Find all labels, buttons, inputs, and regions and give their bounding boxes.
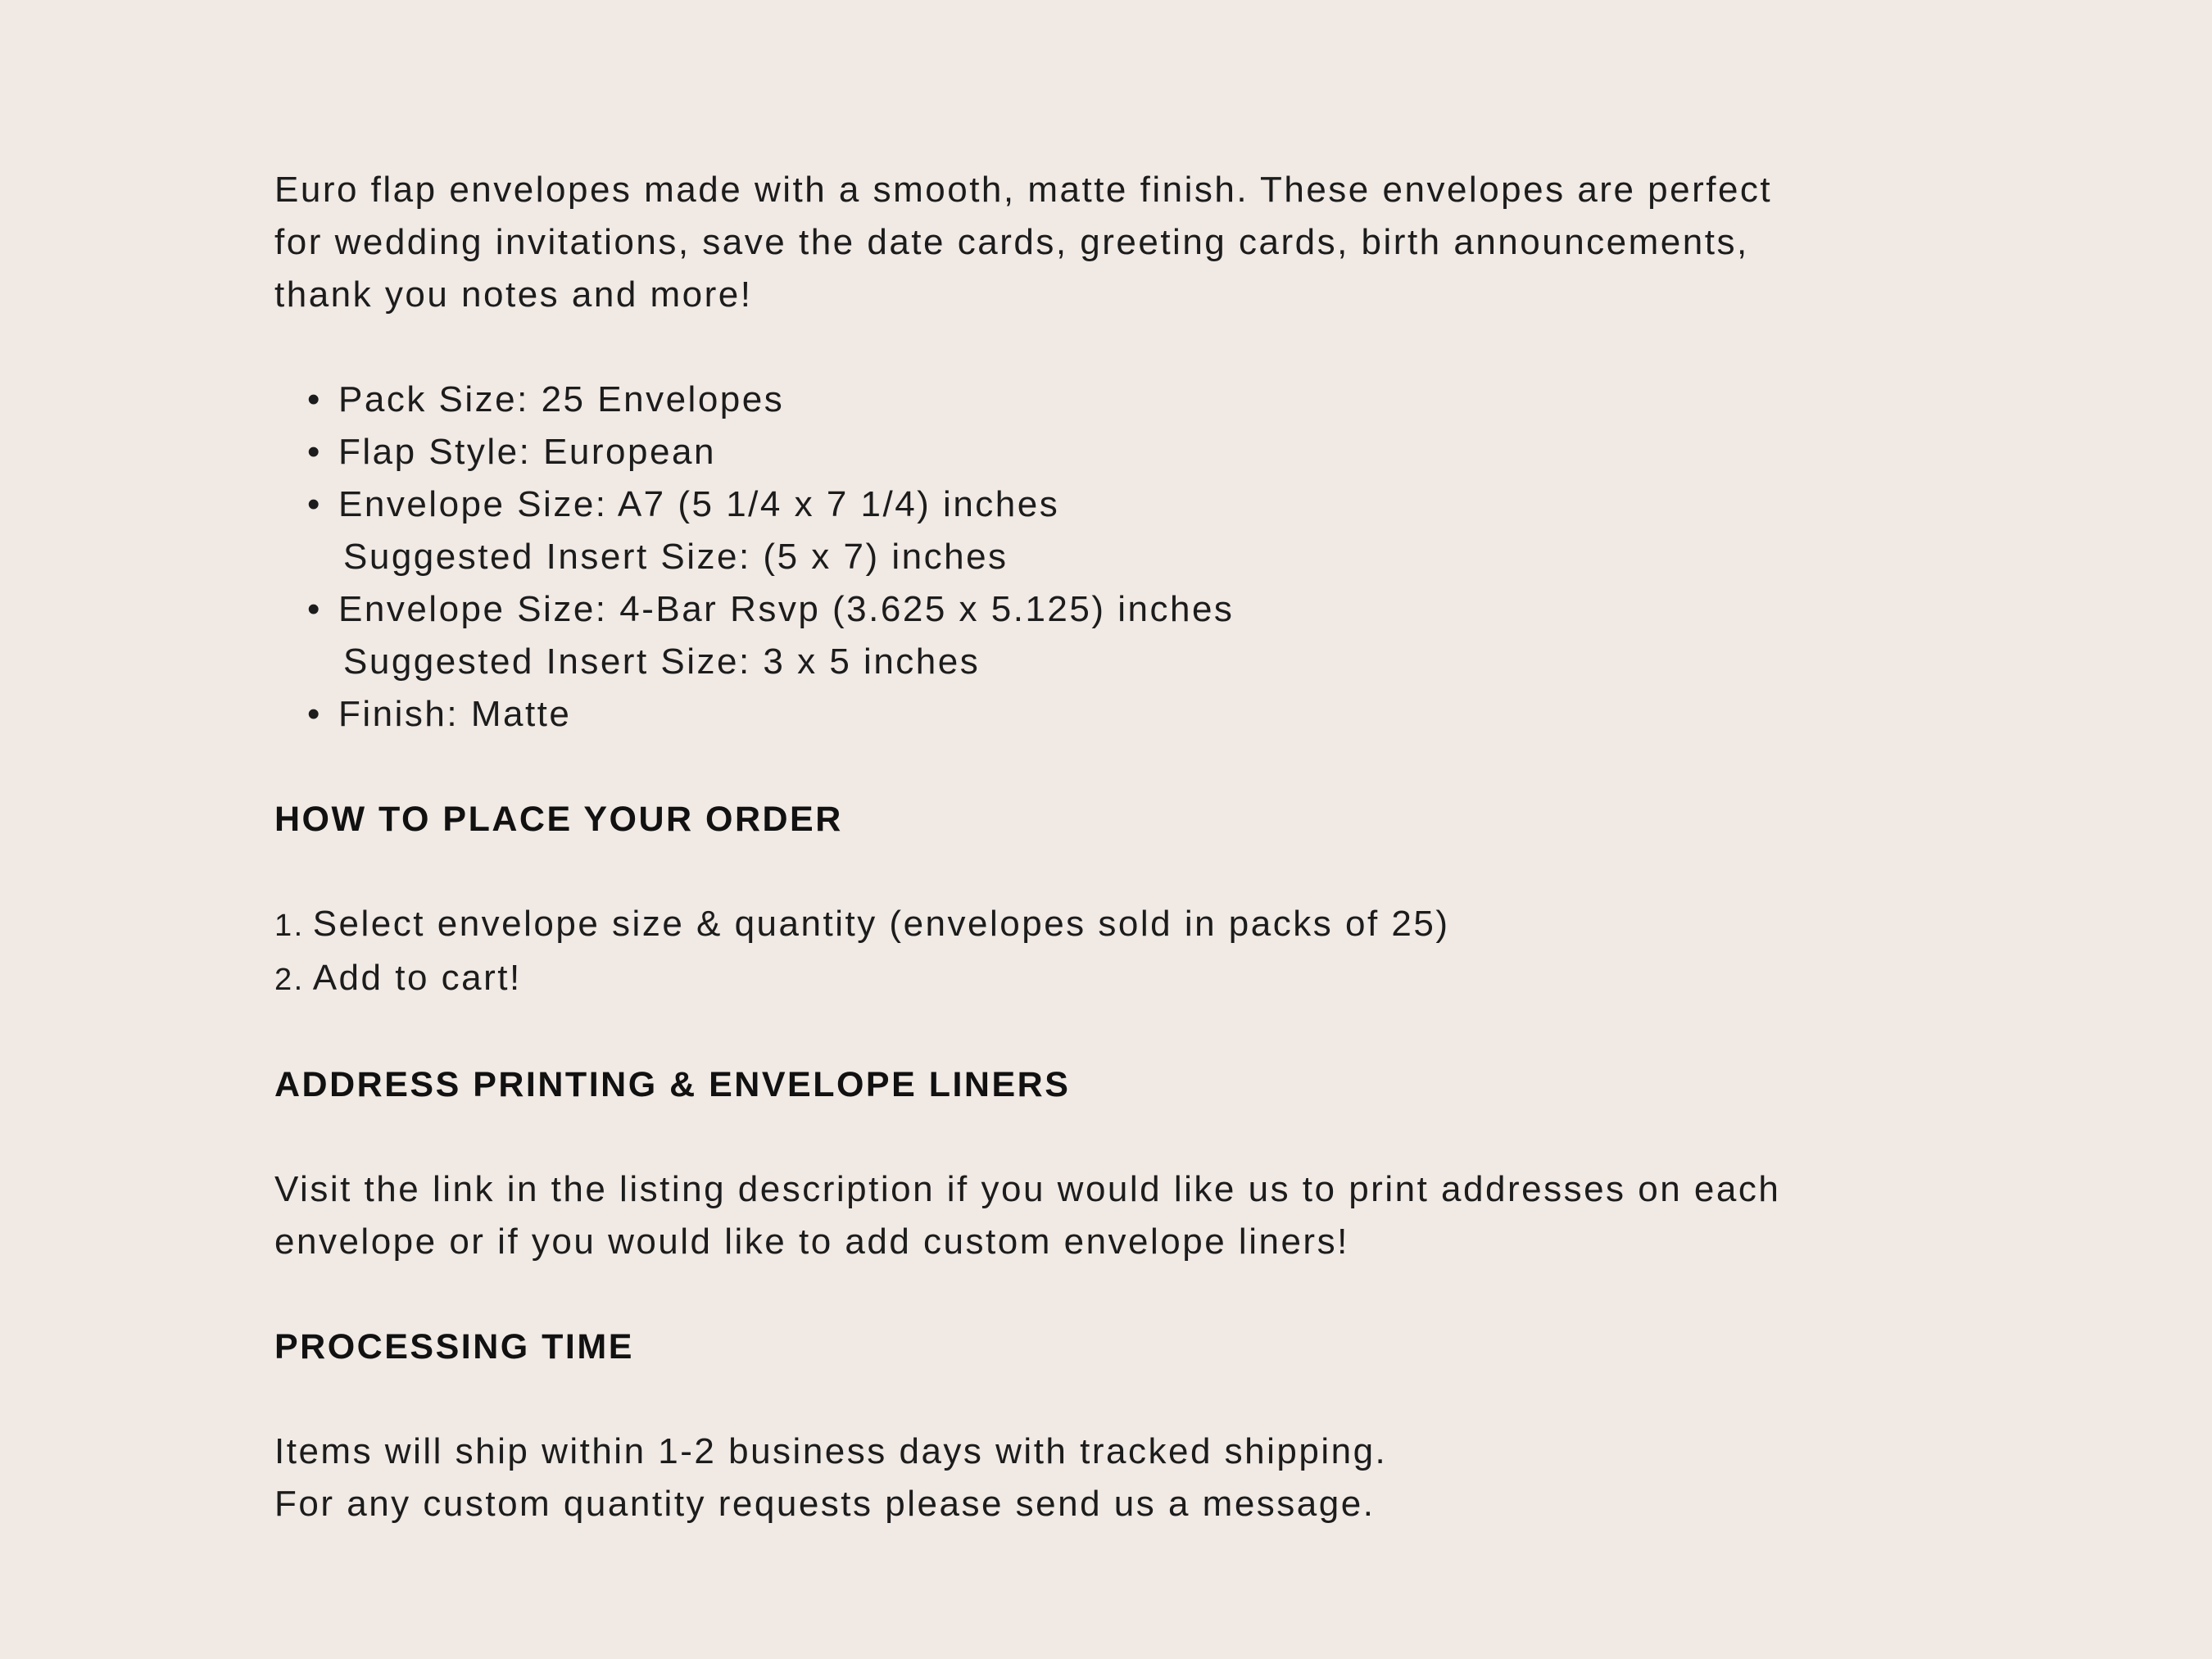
- bullet-icon: •: [307, 432, 322, 472]
- step-text: Select envelope size & quantity (envelopes sold in packs of 25): [312, 904, 1450, 944]
- step-number: 2.: [274, 963, 305, 997]
- spec-label: Envelope Size: A7 (5 1/4 x 7 1/4) inches: [338, 484, 1060, 524]
- spec-sub-label: Suggested Insert Size: 3 x 5 inches: [343, 641, 981, 682]
- listing-description: [274, 164, 1954, 1530]
- spec-item-envelope-size-a7: [307, 478, 1954, 583]
- step-number: 1.: [274, 909, 305, 943]
- order-step: [274, 952, 1954, 1006]
- intro-paragraph: Euro flap envelopes made with a smooth, matte finish. These envelopes are perfect for wedding invitations, save the date cards, greeting cards, birth announcements, thank you notes and more!: [274, 170, 1773, 315]
- bullet-icon: •: [307, 484, 322, 524]
- order-heading: HOW TO PLACE YOUR ORDER: [274, 800, 843, 839]
- spec-sub-label: Suggested Insert Size: (5 x 7) inches: [343, 537, 1009, 577]
- bullet-icon: •: [307, 379, 322, 419]
- address-heading: ADDRESS PRINTING & ENVELOPE LINERS: [274, 1065, 1071, 1104]
- spec-list: [274, 374, 1954, 741]
- spec-label: Pack Size: 25 Envelopes: [338, 379, 785, 419]
- spec-item-pack-size: [307, 374, 1954, 426]
- order-steps: [274, 898, 1954, 1006]
- processing-heading: PROCESSING TIME: [274, 1327, 634, 1367]
- processing-paragraph: Items will ship within 1-2 business days with tracked shipping. For any custom quantity requests please send us a message.: [274, 1431, 1388, 1524]
- spec-label: Finish: Matte: [338, 694, 572, 734]
- spec-item-finish: [307, 688, 1954, 741]
- step-text: Add to cart!: [312, 958, 522, 998]
- bullet-icon: •: [307, 694, 322, 734]
- spec-item-envelope-size-4bar: [307, 583, 1954, 688]
- address-paragraph: Visit the link in the listing description if you would like us to print addresses on each envelope or if you would like to add custom envelope liners!: [274, 1169, 1781, 1262]
- spec-item-flap-style: [307, 426, 1954, 478]
- spec-label: Envelope Size: 4-Bar Rsvp (3.625 x 5.125) inches: [338, 589, 1235, 629]
- order-step: [274, 898, 1954, 952]
- bullet-icon: •: [307, 589, 322, 629]
- spec-label: Flap Style: European: [338, 432, 716, 472]
